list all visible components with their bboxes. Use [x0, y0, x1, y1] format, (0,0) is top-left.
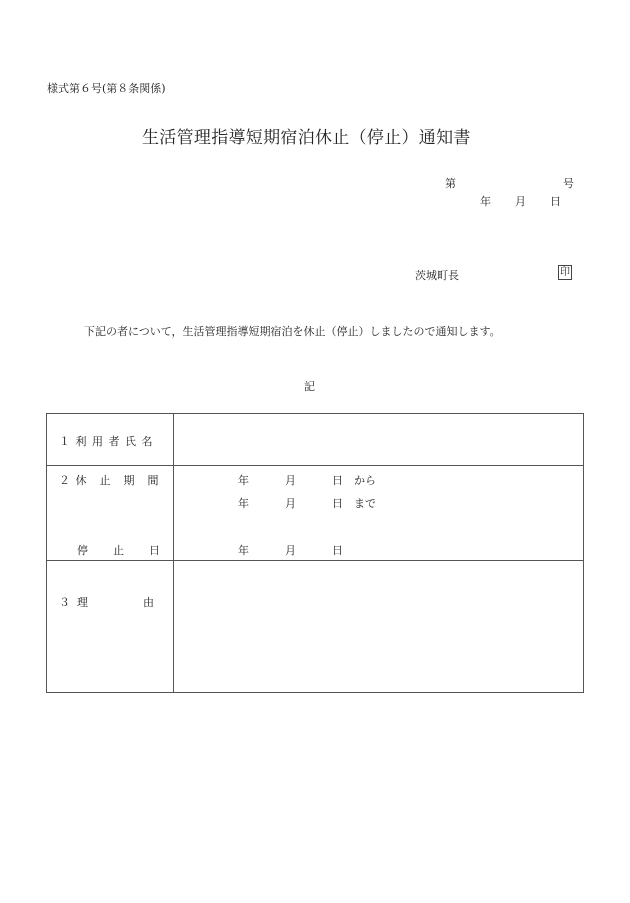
reason-value-cell[interactable] [174, 561, 584, 693]
user-name-label: １ 利 用 者 氏 名 [59, 435, 154, 448]
reason-label-cell [47, 561, 174, 693]
page-title: 生活管理指導短期宿泊休止（停止）通知書 [142, 128, 471, 148]
to-day: 日 [332, 497, 343, 510]
issue-date-month: 月 [515, 195, 526, 208]
suspension-period-label: ２ 休 止 期 間 [59, 474, 160, 487]
issuer-name: 茨城町長 [415, 269, 459, 282]
stop-day: 日 [332, 544, 343, 557]
from-day: 日 [332, 474, 343, 487]
table-row-user-name [47, 414, 584, 466]
seal-icon: 印 [560, 267, 570, 278]
from-month: 月 [285, 474, 296, 487]
ki-label: 記 [304, 380, 315, 393]
table-row-reason [47, 561, 584, 693]
suspension-label-cell [47, 466, 174, 561]
number-prefix: 第 [445, 177, 456, 190]
to-month: 月 [285, 497, 296, 510]
form-number: 様式第６号(第８条関係) [47, 82, 166, 95]
to-suffix: まで [354, 497, 376, 510]
suspension-value-cell[interactable] [174, 466, 584, 561]
issue-date-year: 年 [480, 195, 491, 208]
user-name-value-cell[interactable] [174, 414, 584, 466]
number-suffix: 号 [563, 177, 574, 190]
table-row-suspension-period [47, 466, 584, 561]
reason-label-number: ３ [59, 596, 70, 609]
reason-label-ri: 理 [77, 596, 88, 609]
user-name-label-cell [47, 414, 174, 466]
from-suffix: から [354, 474, 376, 487]
reason-label-yu: 由 [143, 596, 154, 609]
stop-month: 月 [285, 544, 296, 557]
stop-year: 年 [238, 544, 249, 557]
issue-date-day: 日 [550, 195, 561, 208]
from-year: 年 [238, 474, 249, 487]
to-year: 年 [238, 497, 249, 510]
notice-table [46, 413, 584, 693]
notice-body: 下記の者について，生活管理指導短期宿泊を休止（停止）しましたので通知します。 [84, 325, 501, 338]
stop-date-label: 停 止 日 [77, 544, 161, 557]
